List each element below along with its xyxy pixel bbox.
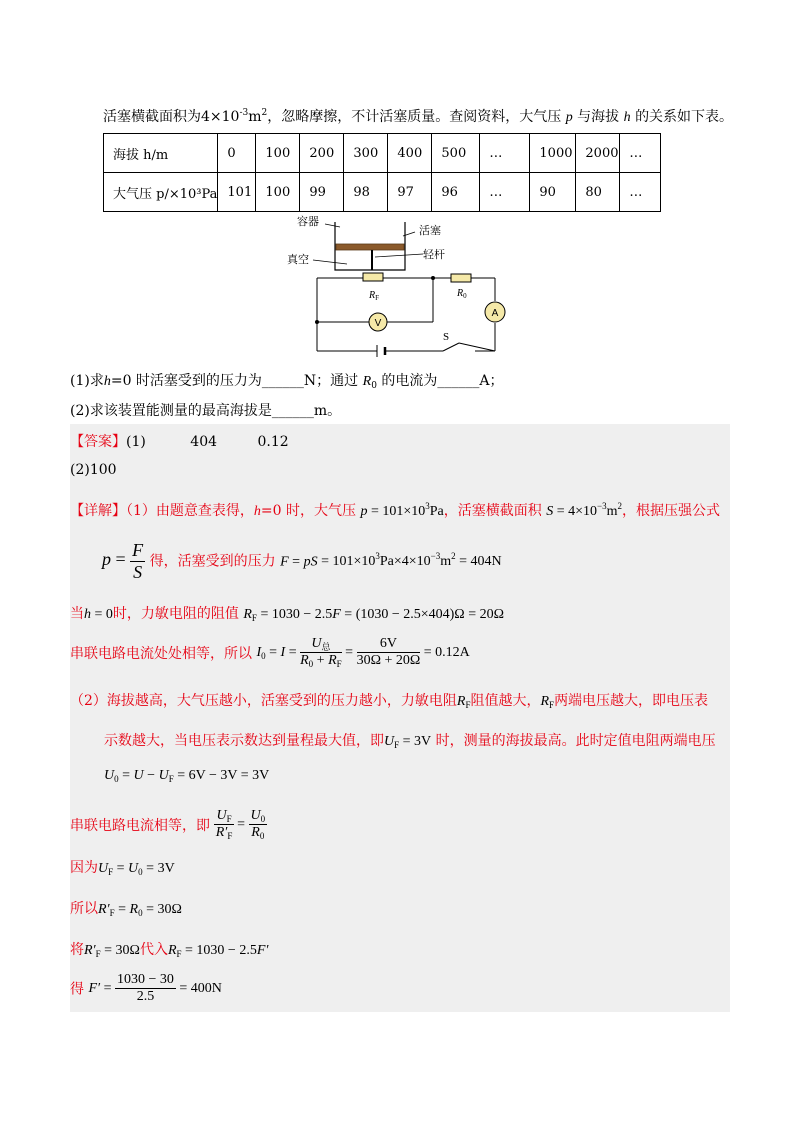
table-cell: … bbox=[480, 134, 530, 173]
table-cell: 99 bbox=[300, 173, 344, 212]
detail-line-2: p = $\frac{F}{S}$ 得，活塞受到的压力 F = pS = $101\times 10^3Pa\times 4\times 10^{-3}m^2 = 404N$ bbox=[102, 540, 502, 582]
switch-label: S bbox=[443, 331, 450, 343]
detail-line-7: $U_0 = U - U_F = 6V - 3V = 3V$ bbox=[104, 768, 270, 784]
force-formula: F = pS = $101\times 10^3Pa\times 4\times 10^{-3}m^2 = 404N$ bbox=[280, 551, 502, 570]
question-1: (1)求h=0 时活塞受到的压力为______N；通过 $R_0$ 的电流为______A； bbox=[70, 373, 504, 391]
detail-line-11: 将$R'_F = 30\Omega$代入$R_F = 1030 - 2.5F'$ bbox=[70, 942, 269, 959]
table-cell: 300 bbox=[344, 134, 388, 173]
junction-dot bbox=[431, 276, 435, 280]
label-rod: 轻杆 bbox=[423, 248, 445, 261]
table-header-altitude: 海拔 h/m bbox=[104, 134, 218, 173]
answer-line: 【答案】(1) 404 0.12 bbox=[70, 434, 289, 450]
detail-line-6: 示数越大，当电压表示数达到量程最大值，即$U_F = 3V$ 时，测量的海拔最高。此时定值电阻两端电压 bbox=[104, 733, 716, 750]
table-cell: 96 bbox=[432, 173, 480, 212]
pressure-formula: $p = 101\times 10^3Pa$ bbox=[360, 501, 444, 519]
piston bbox=[336, 244, 404, 250]
ammeter-label: A bbox=[491, 308, 499, 319]
table-cell: 100 bbox=[256, 173, 300, 212]
table-cell: 500 bbox=[432, 134, 480, 173]
detail-line-12: 得 F′ = $\frac{1030 - 30}{2.5}$ = 400N bbox=[70, 972, 222, 1005]
label-container: 容器 bbox=[297, 215, 319, 228]
label-rf: $R_F$ bbox=[369, 290, 380, 302]
detail-line-9: 因为$U_F = U_0 = 3V$ bbox=[70, 860, 175, 877]
area-formula: $S = 4\times 10^{-3}m^2$ bbox=[546, 501, 622, 519]
label-r0: $R_0$ bbox=[457, 288, 467, 300]
force-sensor-resistor bbox=[363, 273, 383, 281]
table-cell: … bbox=[620, 173, 661, 212]
answer-part2: (2)100 bbox=[70, 462, 117, 478]
table-cell: 1000 bbox=[530, 134, 576, 173]
table-cell: 400 bbox=[388, 134, 432, 173]
table-cell: 97 bbox=[388, 173, 432, 212]
voltmeter-label: V bbox=[374, 318, 382, 329]
detail-line-3: 当h = 0时，力敏电阻的阻值 $R_F = 1030 - 2.5F = (1030 - 2.5\times 404)\Omega = 20\Omega$ bbox=[70, 606, 505, 623]
battery bbox=[377, 345, 385, 357]
table-cell: … bbox=[480, 173, 530, 212]
fixed-resistor-r0 bbox=[451, 274, 471, 282]
rf-formula: $R_F = 1030 - 2.5F = (1030 - 2.5\times 404)\Omega = 20\Omega$ bbox=[243, 607, 505, 623]
label-vacuum: 真空 bbox=[287, 253, 309, 266]
detail-line-8: 串联电路电流相等，即 $\frac{U_F}{R'_F}$ = $\frac{U_0}{R_0}$ bbox=[70, 808, 266, 842]
detail-line-1: 【详解】（1）由题意查表得，h=0 时，大气压 $p = 101\times 10^3Pa$，活塞横截面积 $S = 4\times 10^{-3}m^2$，根据压强公式 bbox=[70, 501, 720, 519]
label-piston: 活塞 bbox=[419, 224, 441, 237]
circuit-diagram bbox=[285, 212, 525, 360]
table-cell: 90 bbox=[530, 173, 576, 212]
detail-line-5: （2）海拔越高，大气压越小，活塞受到的压力越小，力敏电阻$R_F$阻值越大，$R_F$两端电压越大，即电压表 bbox=[70, 693, 709, 710]
intro-line: 活塞横截面积为$4\times 10^{-3}m^2$，忽略摩擦，不计活塞质量。查阅资料，大气压 p 与海拔 h 的关系如下表。 bbox=[103, 108, 734, 125]
table-header-pressure: 大气压 p/×10³Pa bbox=[104, 173, 218, 212]
junction-dot bbox=[315, 320, 319, 324]
table-cell: 0 bbox=[218, 134, 256, 173]
table-row bbox=[104, 173, 661, 212]
table-cell: … bbox=[620, 134, 661, 173]
table-cell: 100 bbox=[256, 134, 300, 173]
table-cell: 80 bbox=[576, 173, 620, 212]
current-formula: $I_0 = I$ = $\frac{U_总}{R_0 + R_F}$ = $\frac{6V}{30\Omega + 20\Omega}$ = 0.12A bbox=[256, 636, 470, 670]
detail-line-4: 串联电路电流处处相等，所以 $I_0 = I$ = $\frac{U_总}{R_0 + R_F}$ = $\frac{6V}{30\Omega + 20\Omega}$ = 0.12A bbox=[70, 636, 470, 670]
table-row bbox=[104, 134, 661, 173]
altitude-pressure-table bbox=[103, 133, 661, 212]
table-cell: 2000 bbox=[576, 134, 620, 173]
table-cell: 98 bbox=[344, 173, 388, 212]
question-2: (2)求该装置能测量的最高海拔是______m。 bbox=[70, 403, 342, 419]
pressure-definition: p = $\frac{F}{S}$ bbox=[102, 540, 144, 582]
table-cell: 101 bbox=[218, 173, 256, 212]
detail-line-10: 所以$R'_F = R_0 = 30\Omega$ bbox=[70, 901, 182, 918]
table-cell: 200 bbox=[300, 134, 344, 173]
circuit-wires bbox=[317, 278, 495, 351]
